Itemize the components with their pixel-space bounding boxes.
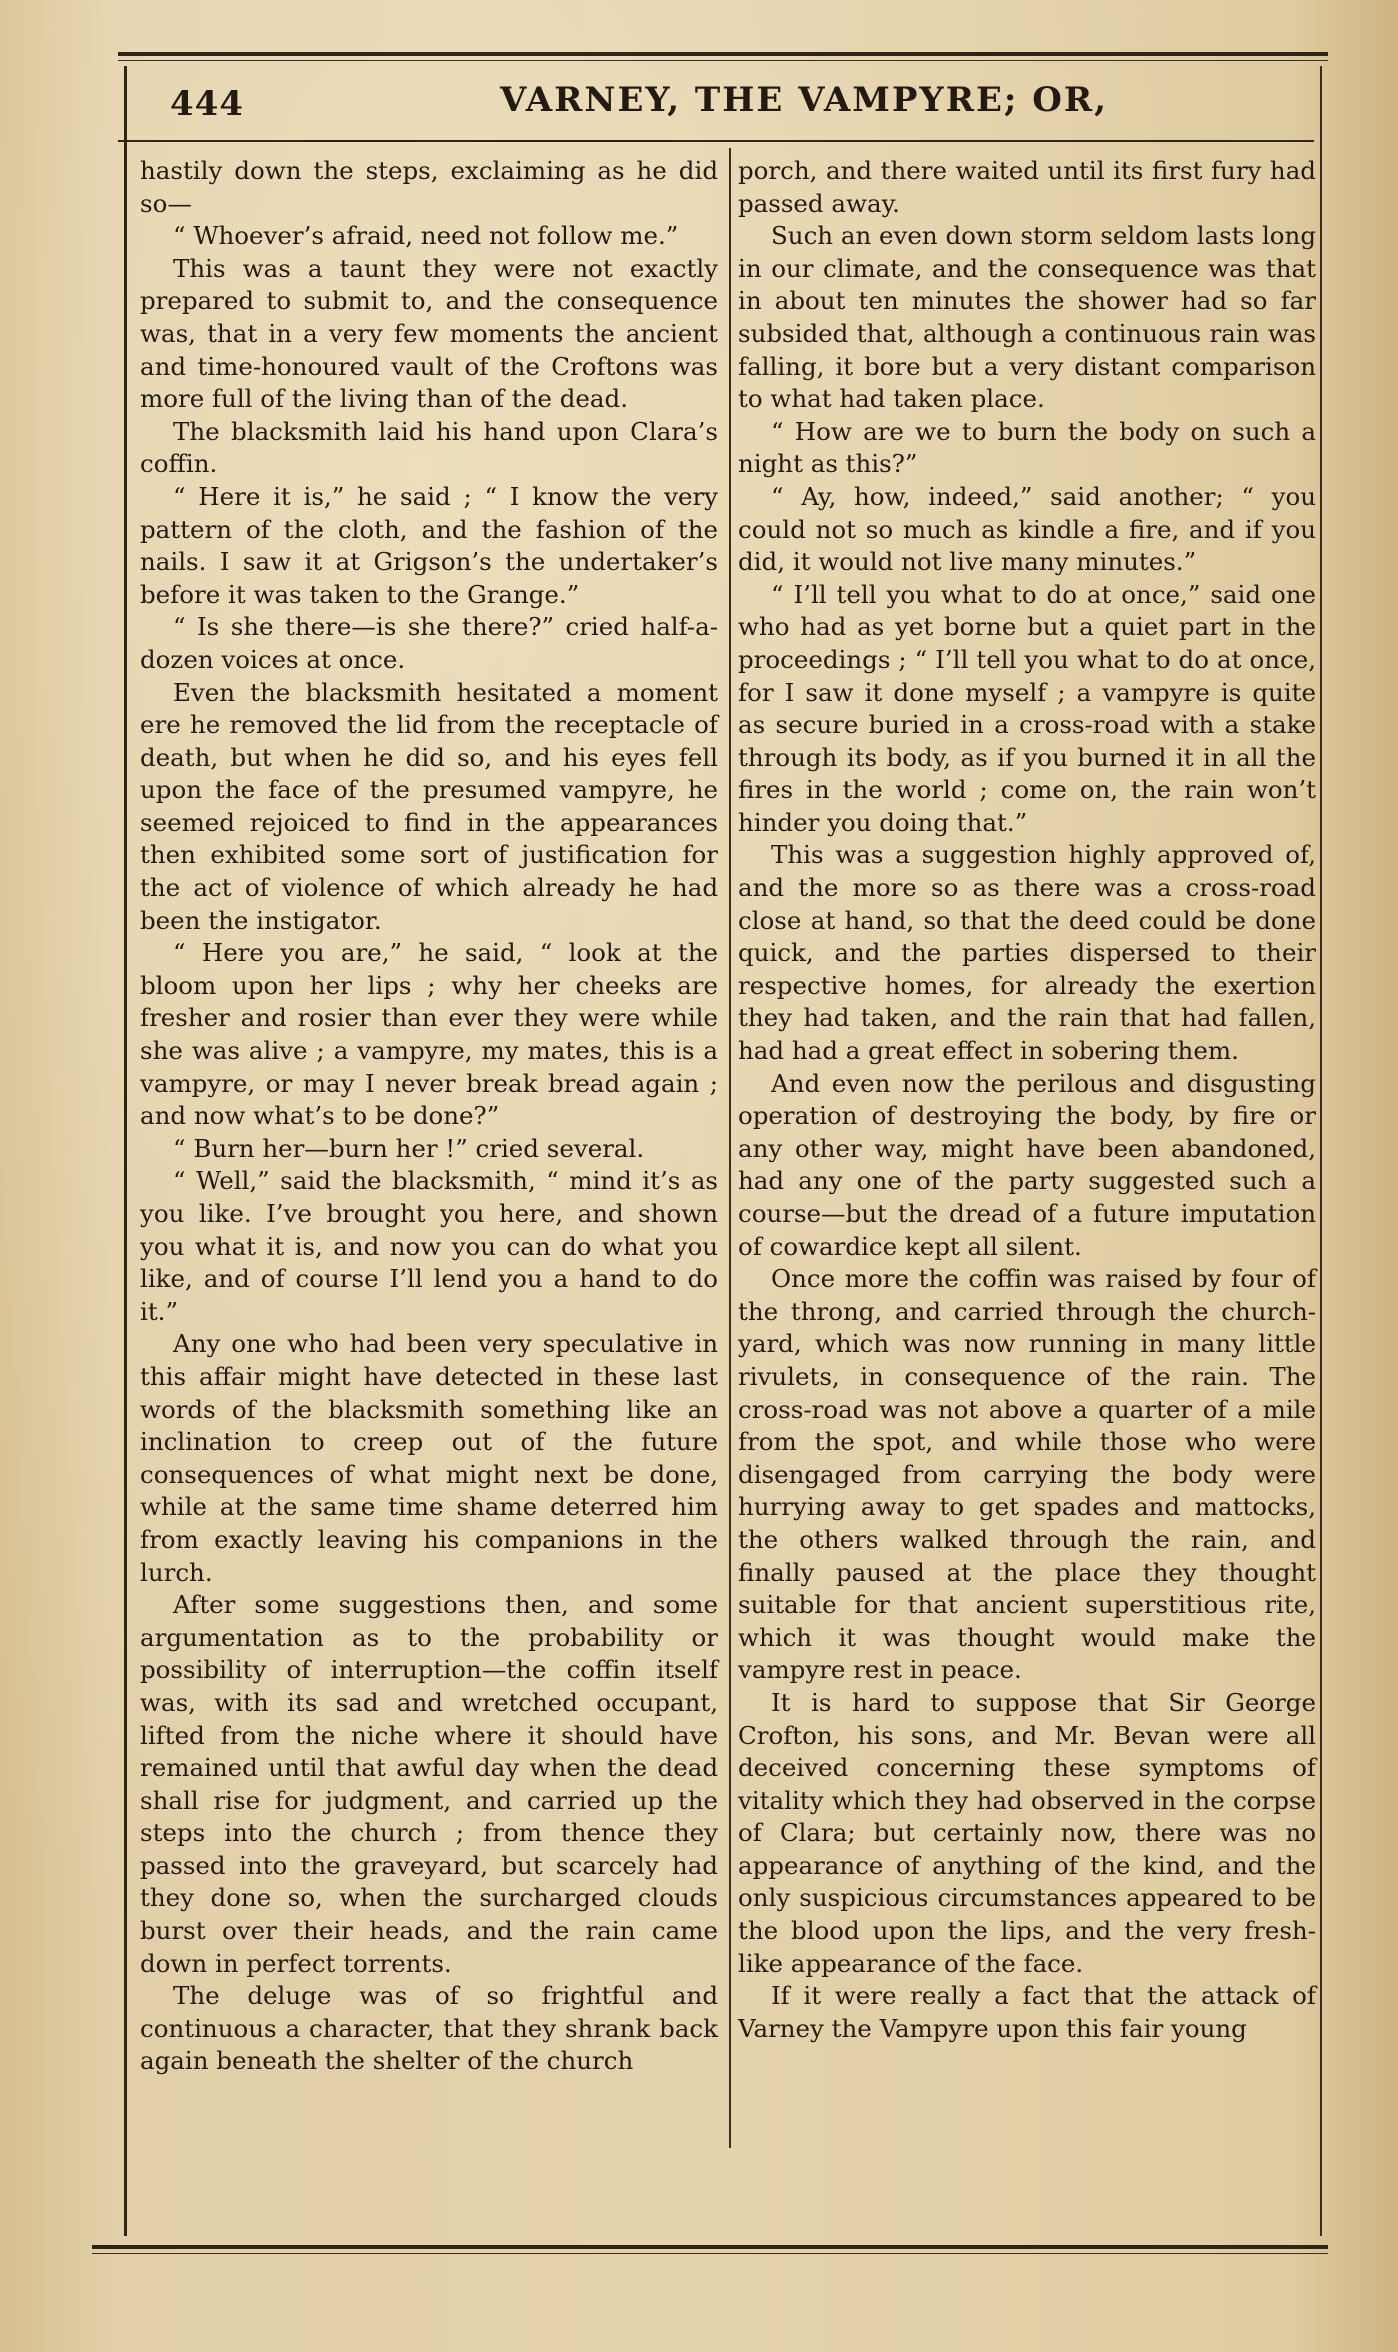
paragraph: “ Here it is,” he said ; “ I know the very pattern of the cloth, and the fashion of the nails. I saw it at Grigson’s the undertaker’s before it was taken to the Grange.” — [140, 481, 718, 609]
text-column-left — [140, 155, 718, 2078]
top-border-rule-thin — [118, 60, 1328, 61]
paragraph: After some suggestions then, and some argumentation as to the probability or possibility of interruption—the coffin itself was, with its sad and wretched occupant, lifted from the niche where it should have remained until that awful day when the dead shall rise for judgment, and carried up the steps into the church ; from thence they passed into the graveyard, but scarcely had they done so, when the surcharged clouds burst over their heads, and the rain came down in perfect torrents. — [140, 1590, 718, 1978]
paragraph: This was a suggestion highly approved of, and the more so as there was a cross-road close at hand, so that the deed could be done quick, and the parties dispersed to their respective homes, for already the exertion they had taken, and the rain that had fallen, had had a great effect in sobering them. — [738, 840, 1316, 1066]
paragraph: “ Is she there—is she there?” cried half-a-dozen voices at once. — [140, 612, 718, 674]
paragraph: “ I’ll tell you what to do at once,” said one who had as yet borne but a quiet part in the proceedings ; “ I’ll tell you what to do at once, for I saw it done myself ; a vampyre is quite as secure buried in a cross-road with a stake through its body, as if you burned it in all the fires in the world ; come on, the rain won’t hinder you doing that.” — [738, 579, 1316, 837]
paragraph: “ Whoever’s afraid, need not follow me.” — [173, 221, 679, 251]
paragraph: Such an even down storm seldom lasts long in our climate, and the consequence was that in about ten minutes the shower had so far subsided that, although a continuous rain was falling, it bore but a very distant comparison to what had taken place. — [738, 221, 1316, 414]
text-column-right — [738, 155, 1316, 2045]
paragraph: Even the blacksmith hesitated a moment ere he removed the lid from the receptacle of death, but when he did so, and his eyes fell upon the face of the presumed vampyre, he seemed rejoiced to find in the appearances then exhibited some sort of justification for the act of violence of which already he had been the instigator. — [140, 677, 718, 935]
paragraph: Any one who had been very speculative in this affair might have detected in these last words of the blacksmith something like an inclination to creep out of the future consequences of what might next be done, while at the same time shame deterred him from exactly leaving his companions in the lurch. — [140, 1329, 718, 1587]
paragraph: And even now the perilous and disgusting operation of destroying the body, by fire or any other way, might have been abandoned, had any one of the party suggested such a course—but the dread of a future imputation of cowardice kept all silent. — [738, 1068, 1316, 1261]
paragraph: This was a taunt they were not exactly prepared to submit to, and the consequence was, that in a very few moments the ancient and time-honoured vault of the Croftons was more full of the living than of the dead. — [140, 253, 718, 414]
paragraph: hastily down the steps, exclaiming as he did so— — [140, 156, 718, 218]
running-title: VARNEY, THE VAMPYRE; OR, — [500, 80, 1108, 120]
right-border-rule — [1320, 66, 1322, 2236]
paragraph: It is hard to suppose that Sir George Crofton, his sons, and Mr. Bevan were all deceived concerning these symptoms of vitality which they had observed in the corpse of Clara; but certainly now, there was no appearance of anything of the kind, and the only suspicious circumstances appeared to be the blood upon the lips, and the very fresh-like appearance of the face. — [738, 1687, 1316, 1978]
paragraph: The deluge was of so frightful and continuous a character, that they shrank back again beneath the shelter of the church — [140, 1981, 718, 2076]
page-number: 444 — [170, 84, 244, 124]
paragraph: The blacksmith laid his hand upon Clara’s coffin. — [140, 416, 718, 479]
header-rule — [118, 140, 1314, 142]
paragraph: “ How are we to burn the body on such a night as this?” — [738, 416, 1316, 479]
paragraph: porch, and there waited until its first fury had passed away. — [738, 156, 1316, 218]
bottom-border-rule — [92, 2245, 1328, 2249]
paragraph: “ Ay, how, indeed,” said another; “ you could not so much as kindle a fire, and if you did, it would not live many minutes.” — [738, 481, 1316, 577]
column-divider — [729, 148, 731, 2148]
paragraph: “ Burn her—burn her !” cried several. — [173, 1133, 645, 1163]
left-border-rule — [124, 66, 127, 2236]
paragraph: “ Well,” said the blacksmith, “ mind it’s as you like. I’ve brought you here, and shown you what it is, and now you can do what you like, and of course I’ll lend you a hand to do it.” — [140, 1166, 718, 1326]
paragraph: If it were really a fact that the attack of Varney the Vampyre upon this fair young — [738, 1981, 1316, 2043]
paragraph: Once more the coffin was raised by four of the throng, and carried through the church-yard, which was now running in many little rivulets, in consequence of the rain. The cross-road was not above a quarter of a mile from the spot, and while those who were disengaged from carrying the body were hurrying away to get spades and mattocks, the others walked through the rain, and finally paused at the place they thought suitable for that ancient superstitious rite, which it was thought would make the vampyre rest in peace. — [738, 1264, 1316, 1685]
paragraph: “ Here you are,” he said, “ look at the bloom upon her lips ; why her cheeks are fresher and rosier than ever they were while she was alive ; a vampyre, my mates, this is a vampyre, or may I never break bread again ; and now what’s to be done?” — [140, 938, 718, 1131]
top-border-rule — [118, 52, 1328, 56]
bottom-border-rule-thin — [92, 2253, 1328, 2254]
